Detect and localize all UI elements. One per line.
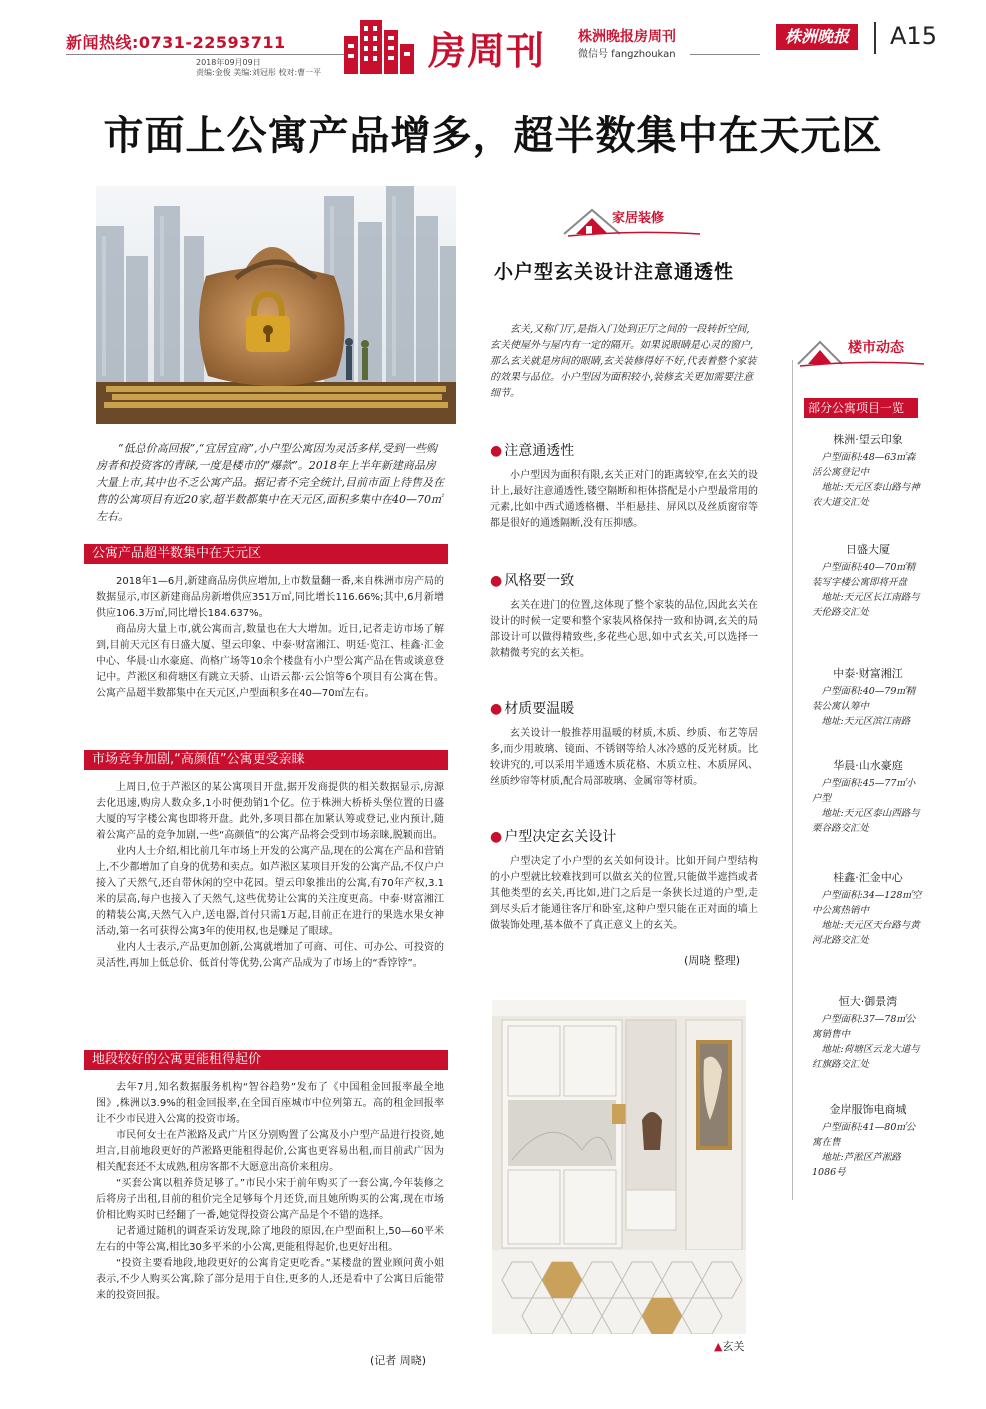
subheading: ● 注意通透性 [490, 443, 575, 459]
section-name: 房周刊 [428, 28, 546, 73]
article-intro: 玄关,又称门厅,是指入门处到正厅之间的一段转折空间,玄关使屋外与屋内有一定的隔开。如果说眼睛是心灵的窗户,那么玄关就是房间的眼睛,玄关装修得好不好,代表着整个家装的效果与品位。小户型因为面积较小,装修玄关更加需要注意细节。 [490, 324, 757, 399]
project-name: 株洲·望云印象 [833, 433, 903, 446]
editor-line: 责编:金俊 美编:刘冠彤 校对:曹一平 [196, 68, 322, 77]
section-body [96, 574, 444, 702]
lead-paragraph: “低总价高回报”,“宜居宜商”,小户型公寓因为灵活多样,受到一些购房者和投资客的青睐,一度是楼市的“爆款”。2018年上半年新建商品房大量上市,其中也不乏公寓产品。据记者不完全统计,目前市面上待售及在售的公寓项目有近20家,超半数都集中在天元区,面积多集中在40—70㎡左右。 [96, 442, 444, 523]
section-body [96, 780, 444, 972]
subheading: ● 风格要一致 [490, 573, 575, 589]
project-detail: 地址:天元区长江南路与天伦路交汇处 [812, 592, 920, 618]
bullet-icon: ● [490, 829, 503, 845]
project-detail: 户型面积:34—128㎡空中公寓热销中 [812, 890, 922, 916]
sidebar-heading: 部分公寓项目一览 [804, 398, 918, 418]
issue-date: 2018年09月09日 [196, 58, 261, 67]
project-name: 恒大·御景湾 [838, 995, 898, 1008]
body-paragraph: 记者通过随机的调查采访发现,除了地段的原因,在户型面积上,50—60平米左右的中等公寓,相比30多平米的小公寓,更能租得起价,也更好出租。 [96, 1226, 444, 1253]
project-detail: 地址:天元区天台路与黄河北路交汇处 [812, 920, 920, 946]
project-detail: 户型面积:40—79㎡精装公寓认筹中 [812, 686, 916, 712]
section-heading: 公寓产品超半数集中在天元区 [84, 544, 448, 564]
body-paragraph: 市民何女士在芦淞路及武广片区分别购置了公寓及小户型产品进行投资,她坦言,目前地段更好的芦淞路更能租得起价,公寓也更容易出租,而目前武广因为相关配套还不太成熟,租房客都不大愿意出高价来租房。 [96, 1130, 444, 1173]
subheading: ● 户型决定玄关设计 [490, 829, 617, 845]
body-paragraph: 去年7月,知名数据服务机构“智谷趋势”发布了《中国租金回报率最全地图》,株洲以3.9%的租金回报率,在全国百座城市中位列第五。高的租金回报率让不少市民进入公寓的投资市场。 [96, 1082, 444, 1125]
body-paragraph: 业内人士表示,产品更加创新,公寓就增加了可商、可住、可办公、可投资的灵活性,再加上低总价、低首付等优势,公寓产品成为了市场上的“香饽饽”。 [96, 942, 444, 969]
photo-caption: ▲玄关 [714, 1340, 745, 1353]
project-detail: 地址:荷塘区云龙大道与红旗路交汇处 [812, 1044, 920, 1070]
project-item [812, 542, 924, 620]
body-paragraph: “投资主要看地段,地段更好的公寓肯定更吃香。”某楼盘的置业顾问黄小姐表示,不少人购买公寓,除了部分是用于自住,更多的人,还是看中了公寓日后能带来的投资回报。 [96, 1258, 444, 1301]
project-detail: 户型面积:40—70㎡精装写字楼公寓即将开盘 [812, 562, 916, 588]
building-icon [340, 14, 418, 74]
page-separator [874, 22, 876, 54]
project-detail: 户型面积:48—63㎡森活公寓登记中 [812, 452, 916, 478]
body-paragraph: 商品房大量上市,就公寓而言,数量也在大大增加。近日,记者走访市场了解到,目前天元区有日盛大厦、望云印象、中泰·财富湘江、明廷·览江、桂鑫·汇金中心、华晨·山水豪庭、尚格广场等10余个楼盘有小户型公寓产品在售或谈意登记中。芦淞区和荷塘区有跳立天骄、山语云都·云公馆等6个项目有公寓在售。公寓产品超半数都集中在天元区,户型面积多在40—70㎡左右。 [96, 624, 444, 699]
project-detail: 地址:天元区泰山路与神农大道交汇处 [812, 482, 920, 508]
subsection-text: 小户型因为面积有限,玄关正对门的距离较窄,在玄关的设计上,最好注意通透性,镂空隔断和柜体搭配是小户型最常用的元素,比如中西式通透格栅、半柜悬挂、屏风以及丝质窗帘等都是很好的通透隔断,没有压抑感。 [490, 470, 758, 529]
project-detail: 户型面积:45—77㎡小户型 [812, 778, 916, 804]
bullet-icon: ● [490, 701, 503, 717]
triangle-icon: ▲ [714, 1340, 723, 1353]
project-name: 金岸服饰电商城 [829, 1103, 907, 1116]
project-item [812, 758, 924, 836]
project-detail: 地址:天元区泰山西路与栗谷路交汇处 [812, 808, 920, 834]
bullet-icon: ● [490, 573, 503, 589]
project-detail: 地址:芦淞区芦淞路1086号 [812, 1152, 901, 1178]
section-body [96, 1080, 444, 1304]
project-name: 日盛大厦 [846, 543, 890, 556]
column-divider [792, 360, 793, 1200]
sidebar-tag-label: 楼市动态 [848, 340, 904, 356]
masthead [0, 0, 986, 80]
project-item [812, 666, 924, 729]
project-name: 华晨·山水豪庭 [833, 759, 903, 772]
reporter-byline: (记者 周晓) [370, 1354, 427, 1367]
subsection-text: 玄关在进门的位置,这体现了整个家装的品位,因此玄关在设计的时候一定要和整个家装风格保持一致和协调,玄关的局部设计可以做得精致些,多花些心思,如中式玄关,可以选择一款精微考究的玄关柜。 [490, 600, 758, 659]
project-item [812, 1102, 924, 1180]
masthead-rule [66, 54, 356, 55]
subsection-text: 户型决定了小户型的玄关如何设计。比如开间户型结构的小户型就比较难找到可以做玄关的位置,只能做半遮挡或者其他类型的玄关,再比如,进门之后是一条狭长过道的户型,走到尽头后才能通往客厅和卧室,这种户型只能在正对面的墙上做装饰处理,基本做不了真正意义上的玄关。 [490, 856, 758, 931]
body-paragraph: “买套公寓以租养贷足够了。”市民小宋于前年购买了一套公寓,今年装修之后将房子出租,目前的租价完全足够每个月还贷,而且她所购买的公寓,现在市场价相比购买时已经翻了一番,她觉得投资公寓产品是个不错的选择。 [96, 1178, 444, 1221]
news-hotline: 新闻热线:0731-22593711 [66, 33, 286, 52]
project-item [812, 994, 924, 1072]
body-paragraph: 2018年1—6月,新建商品房供应增加,上市数量翻一番,来自株洲市房产局的数据显示,市区新建商品房新增供应351万㎡,同比增长116.66%;其中,6月新增供应106.3万㎡,同比增长184.637%。 [96, 576, 444, 619]
body-paragraph: 上周日,位于芦淞区的某公寓项目开盘,据开发商提供的相关数据显示,房源去化迅速,购房人数众多,1小时便劲销1个亿。位于株洲大桥桥头堡位置的日盛大厦的写字楼公寓也即将开盘。此外,多项目都在加紧认筹或登记,业内预计,随着公寓产品的竞争加剧,一些“高颜值”的公寓产品将会受到市场亲睐,脱颖而出。 [96, 782, 444, 841]
money-bag-photo [96, 186, 456, 424]
project-item [812, 432, 924, 510]
newspaper-logo: 株洲晚报 [776, 24, 858, 50]
project-name: 桂鑫·汇金中心 [833, 871, 903, 884]
project-detail: 户型面积:41—80㎡公寓在售 [812, 1122, 916, 1148]
paper-name: 株洲晚报房周刊 [578, 29, 676, 45]
subheading: ● 材质要温暖 [490, 701, 575, 717]
editor-byline: (周晓 整理) [684, 954, 741, 967]
bullet-icon: ● [490, 443, 503, 459]
masthead-rule [690, 54, 760, 55]
page-number: A15 [890, 22, 937, 50]
project-name: 中泰·财富湘江 [833, 667, 903, 680]
headline: 市面上公寓产品增多，超半数集中在天元区 [103, 113, 883, 159]
masthead-meta [196, 58, 321, 78]
project-item [812, 870, 924, 948]
entryway-photo [492, 1000, 746, 1334]
wechat-id: 微信号 fangzhoukan [578, 49, 676, 60]
subsection-text: 玄关设计一般推荐用温暖的材质,木质、纱质、布艺等居多,而少用玻璃、镜面、不锈钢等给人冰冷感的反光材质。比较讲究的,可以采用半通透木质花格、木质立柱、木质屏风、丝质纱帘等材质,配合局部玻璃、金属帘等材质。 [490, 728, 758, 787]
project-detail: 户型面积:37—78㎡公寓销售中 [812, 1014, 916, 1040]
body-paragraph: 业内人士介绍,相比前几年市场上开发的公寓产品,现在的公寓在产品和营销上,不少都增加了自身的优势和卖点。如芦淞区某项目开发的公寓产品,不仅户户接入了天然气,还自带休闲的空中花园。望云印象推出的公寓,有70年产权,3.1米的层高,每户也接入了天然气,这些优势让公寓的关注度更高。中泰·财富湘江的精装公寓,天然气入户,送电器,首付只需1万起,目前正在进行的果选水果女神活动,第一名可获得公寓3年的使用权,也是赚足了眼球。 [96, 846, 444, 937]
article-title: 小户型玄关设计注意通透性 [494, 261, 735, 283]
project-detail: 地址:天元区滨江南路 [821, 716, 911, 727]
category-label: 家居装修 [612, 211, 665, 226]
section-heading: 地段较好的公寓更能租得起价 [84, 1050, 448, 1070]
section-heading: 市场竞争加剧,“高颜值”公寓更受亲睐 [84, 750, 448, 770]
